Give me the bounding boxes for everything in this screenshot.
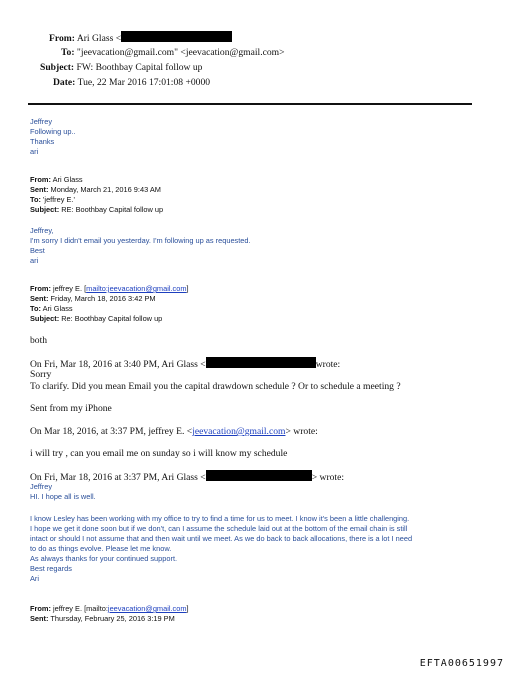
bracket-close: ] [186,284,189,293]
on-line-2 [30,426,318,438]
subject-label: Subject: [30,205,60,214]
email-link[interactable]: jeevacation@gmail.com [192,426,286,437]
try-line: i will try , can you email me on sunday so i will know my schedule [30,448,288,459]
quote-body-1 [30,226,251,266]
redaction-bar [121,31,232,42]
to-label: To: [30,304,41,313]
mailto-link[interactable]: mailto:jeevacation@gmail.com [86,284,187,293]
subject-label: Subject: [40,62,75,73]
quote-header-1 [30,175,163,215]
body-line: I'm sorry I didn't email you yesterday. I'm following up as requested. [30,236,251,245]
to-value: Ari Glass [42,304,73,313]
to-value: 'jeffrey E.' [43,195,75,204]
body-line: Ari [30,574,40,583]
redaction-bar [206,470,312,481]
sent-label: Sent: [30,294,49,303]
body-line: HI. I hope all is well. [30,492,96,501]
from-value: Ari Glass < [76,33,122,44]
from-label: From: [49,33,75,44]
date-value: Tue, 22 Mar 2016 17:01:08 +0000 [77,77,211,88]
subject-value: RE: Boothbay Capital follow up [61,205,164,214]
message-greeting-2 [30,482,96,502]
sent-label: Sent: [30,614,49,623]
sent-value: Friday, March 18, 2016 3:42 PM [50,294,156,303]
quote-header-2 [30,284,189,324]
on-line-1 [30,357,340,371]
on-prefix: On Fri, Mar 18, 2016 at 3:37 PM, Ari Glass < [30,472,206,483]
from-label: From: [30,175,51,184]
to-label: To: [30,195,41,204]
body-line: to do as things evolve. Please let me know. [30,544,172,553]
body-line: I hope we get it done soon but if we don't, can I assume the schedule laid out at the bottom of the email chain is still [30,524,408,533]
sent-value: Thursday, February 25, 2016 3:19 PM [50,614,175,623]
sent-value: Monday, March 21, 2016 9:43 AM [50,185,161,194]
sorry-line: Sorry [30,369,52,380]
from-value: Ari Glass [52,175,83,184]
from-label: From: [30,284,51,293]
from-label: From: [30,604,51,613]
subject-value: FW: Boothbay Capital follow up [76,62,203,73]
on-suffix: wrote: [315,359,341,370]
redaction-bar [206,357,316,368]
body-line: Best regards [30,564,72,573]
clarify-line: To clarify. Did you mean Email you the capital drawdown schedule ? Or to schedule a meeting ? [30,381,401,392]
to-label: To: [61,47,75,58]
body-line: Following up.. [30,127,76,136]
sent-from-line: Sent from my iPhone [30,403,112,414]
body-line: As always thanks for your continued support. [30,554,178,563]
header-subject-line [40,62,202,74]
bracket-close: ] [186,604,189,613]
message-body-2 [30,514,412,584]
header-date-line [53,77,210,89]
body-line: Jeffrey, [30,226,54,235]
subject-label: Subject: [30,314,60,323]
body-line: ari [30,256,39,265]
header-divider [28,103,472,105]
date-label: Date: [53,77,76,88]
header-to-line [61,47,285,59]
message-body-1 [30,117,76,157]
body-line: ari [30,147,39,156]
body-line: Jeffrey [30,482,53,491]
on-prefix: On Mar 18, 2016, at 3:37 PM, jeffrey E. < [30,426,193,437]
email-link[interactable]: jeevacation@gmail.com [107,604,187,613]
body-line: Jeffrey [30,117,53,126]
sent-label: Sent: [30,185,49,194]
from-value: jeffrey E. [mailto: [53,604,108,613]
both-line: both [30,335,48,346]
body-line: Best [30,246,45,255]
subject-value: Re: Boothbay Capital follow up [61,314,163,323]
body-line: intact or should I not assume that and then wait until we meet. As we do back to back allocations, there is a lot I need [30,534,413,543]
quote-header-3 [30,604,189,624]
on-prefix: On Fri, Mar 18, 2016 at 3:40 PM, Ari Glass < [30,359,206,370]
to-value: "jeevacation@gmail.com" <jeevacation@gmail.com> [76,47,285,58]
body-line: Thanks [30,137,55,146]
document-id: EFTA00651997 [419,658,504,669]
from-value: jeffrey E. [ [53,284,87,293]
on-suffix: > wrote: [285,426,318,437]
on-suffix: > wrote: [311,472,345,483]
body-line: I know Lesley has been working with my office to try to find a time for us to meet. I know it's been a little challenging. [30,514,410,523]
header-from-line [49,31,232,45]
